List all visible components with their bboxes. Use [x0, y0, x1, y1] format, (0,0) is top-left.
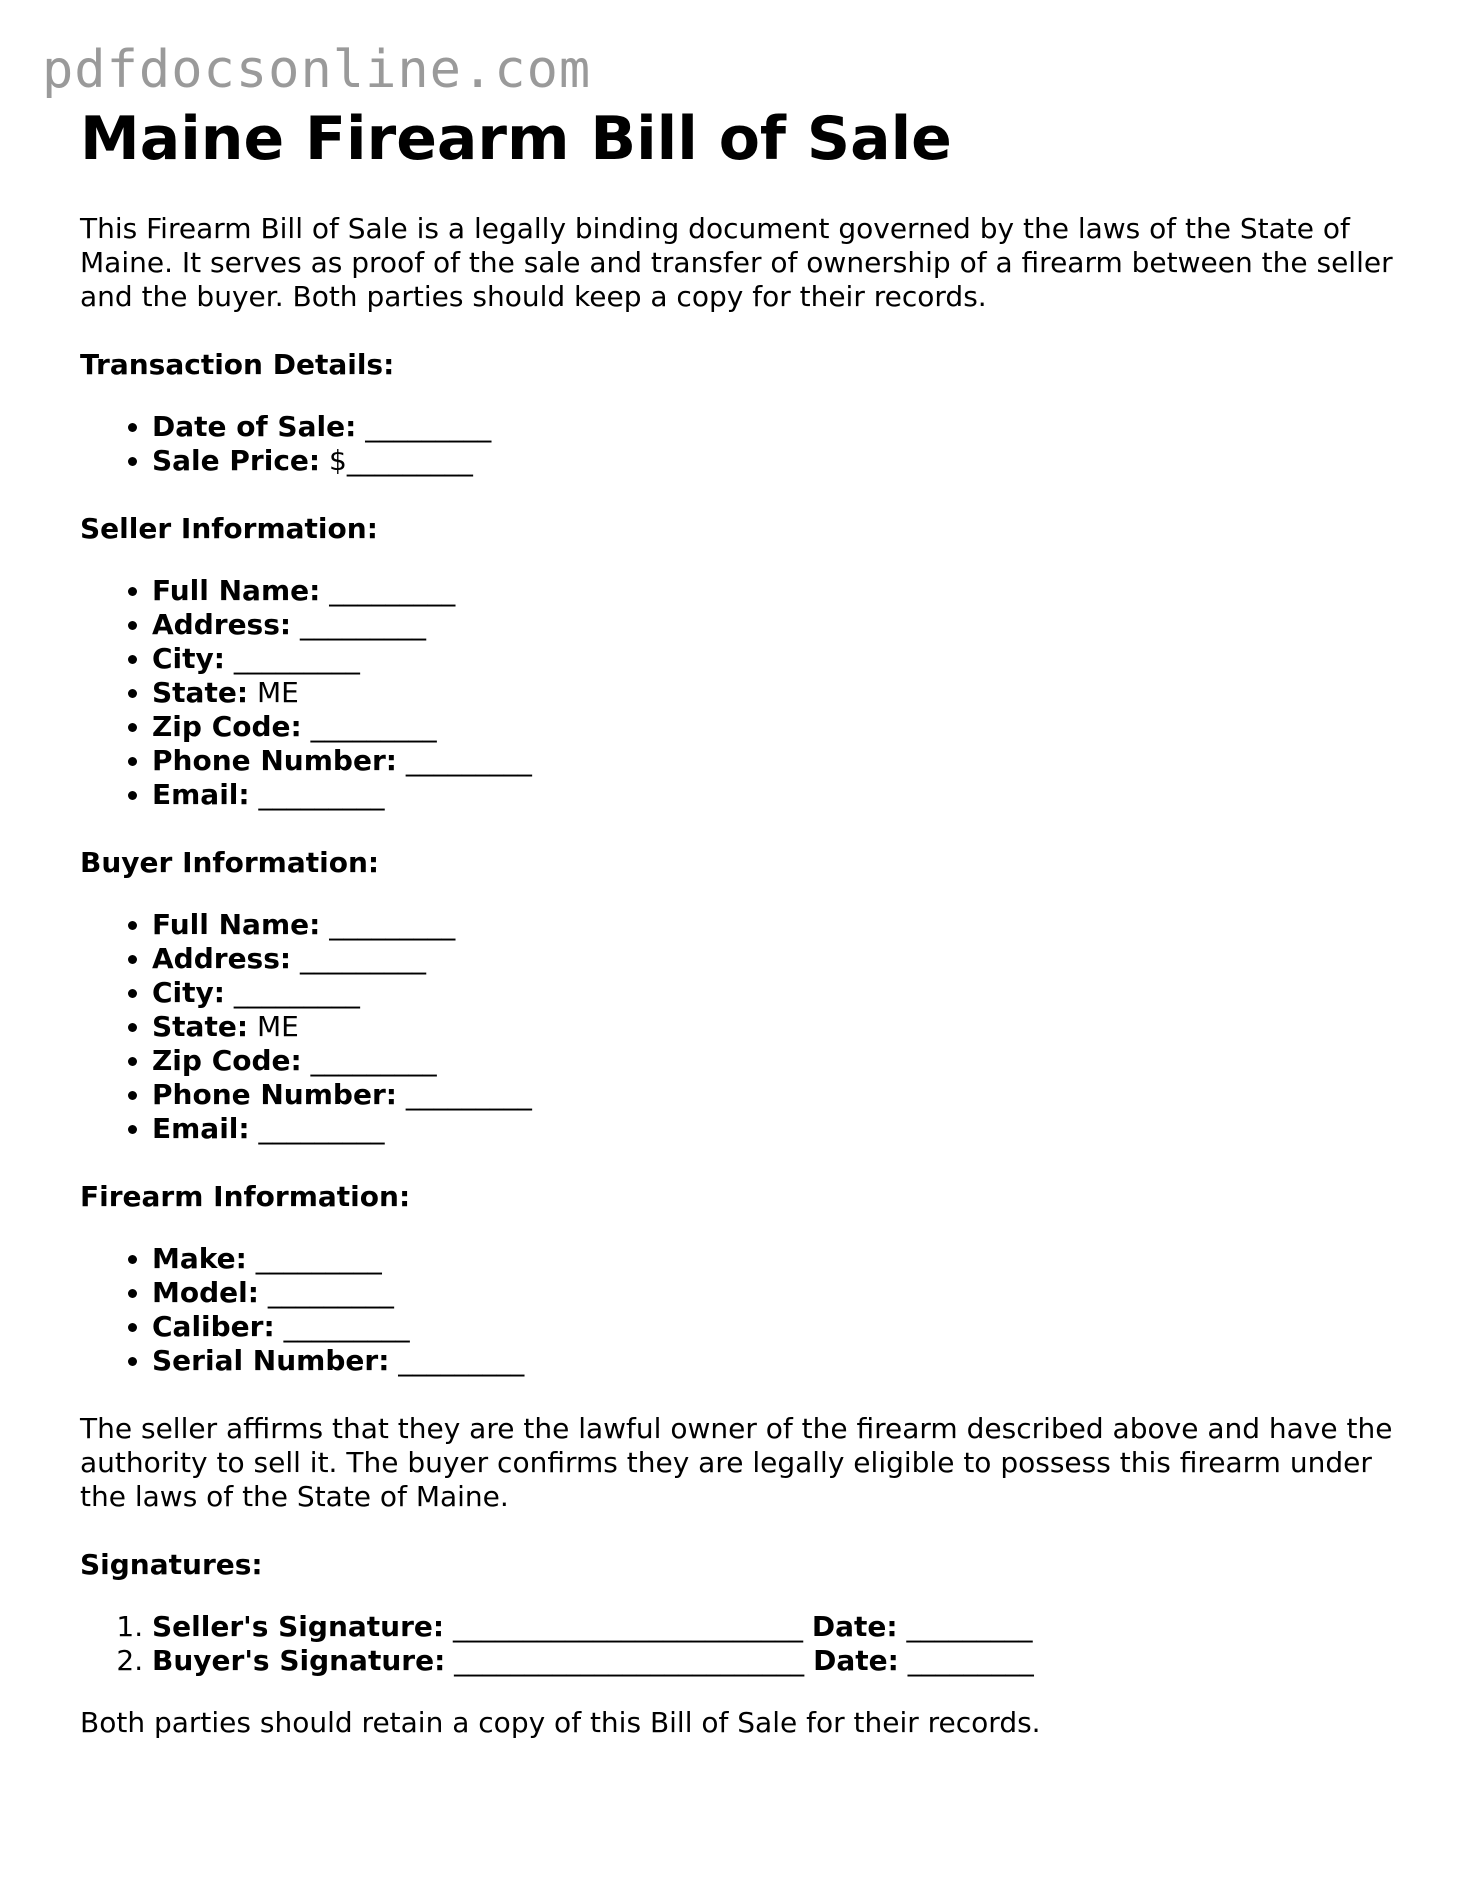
field-label: Address:: [152, 608, 292, 641]
firearm-list: [80, 1242, 1410, 1378]
field-label: Phone Number:: [152, 744, 397, 777]
field-label: Email:: [152, 778, 250, 811]
closing-paragraph: Both parties should retain a copy of this Bill of Sale for their records.: [80, 1706, 1041, 1739]
list-item: [152, 410, 1410, 444]
buyer-state-value: ME: [256, 1010, 299, 1043]
field-label: Date of Sale:: [152, 410, 357, 443]
buyer-address-blank: _________: [300, 942, 426, 975]
list-item: [152, 1644, 1410, 1678]
field-label: Full Name:: [152, 908, 321, 941]
intro-paragraph: This Firearm Bill of Sale is a legally binding document governed by the laws of the State of Maine. It serves as proof of the sale and transfer of ownership of a firearm between the seller and the buyer. Both parties should keep a copy for their records.: [80, 212, 1393, 313]
seller-state-value: ME: [256, 676, 299, 709]
seller-city-blank: _________: [233, 642, 360, 675]
field-label: Serial Number:: [152, 1344, 390, 1377]
buyer-signature-line: _________________________: [454, 1644, 805, 1677]
buyer-email-blank: _________: [258, 1112, 385, 1145]
field-label: State:: [152, 1010, 249, 1043]
list-item: [152, 942, 1410, 976]
field-label: Date:: [811, 1610, 898, 1643]
seller-list: [80, 574, 1410, 812]
field-label: Phone Number:: [152, 1078, 397, 1111]
field-label: Model:: [152, 1276, 259, 1309]
watermark: pdfdocsonline.com: [42, 40, 592, 100]
date-of-sale-blank: _________: [365, 410, 492, 443]
buyer-full-name-blank: _________: [329, 908, 456, 941]
transaction-list: [80, 410, 1410, 478]
field-label: Buyer's Signature:: [152, 1644, 446, 1677]
field-label: Zip Code:: [152, 1044, 302, 1077]
buyer-zip-blank: _________: [310, 1044, 437, 1077]
field-label: Full Name:: [152, 574, 321, 607]
field-label: Make:: [152, 1242, 247, 1275]
field-label: State:: [152, 676, 249, 709]
signatures-heading: Signatures:: [80, 1548, 263, 1581]
firearm-make-blank: _________: [255, 1242, 382, 1275]
list-item: [152, 1276, 1410, 1310]
list-item: [152, 710, 1410, 744]
field-label: Address:: [152, 942, 292, 975]
field-label: Seller's Signature:: [152, 1610, 445, 1643]
seller-heading: Seller Information:: [80, 512, 378, 545]
transaction-heading: Transaction Details:: [80, 348, 395, 381]
firearm-caliber-blank: _________: [283, 1310, 410, 1343]
list-item: [152, 1344, 1410, 1378]
field-label: City:: [152, 642, 225, 675]
list-item: [152, 574, 1410, 608]
affirmation-paragraph: The seller affirms that they are the lawful owner of the firearm described above and have the authority to sell it. The buyer confirms they are legally eligible to possess this firearm under the laws of the State of Maine.: [80, 1412, 1393, 1513]
list-item: [152, 744, 1410, 778]
buyer-phone-blank: _________: [405, 1078, 532, 1111]
list-item: [152, 1010, 1410, 1044]
field-label: Sale Price:: [152, 444, 321, 477]
seller-signature-line: _________________________: [453, 1610, 803, 1643]
list-item: [152, 1310, 1410, 1344]
list-item: [152, 444, 1410, 478]
field-label: Date:: [813, 1644, 899, 1677]
seller-address-blank: _________: [300, 608, 426, 641]
field-label: Caliber:: [152, 1310, 275, 1343]
firearm-serial-blank: _________: [398, 1344, 525, 1377]
buyer-signature-date-blank: _________: [907, 1644, 1034, 1677]
list-item: [152, 1112, 1410, 1146]
sale-price-blank: $_________: [329, 444, 473, 477]
list-item: [152, 1610, 1410, 1644]
list-item: [152, 676, 1410, 710]
document-body: [80, 106, 1410, 1740]
list-item: [152, 1044, 1410, 1078]
firearm-model-blank: _________: [267, 1276, 394, 1309]
seller-phone-blank: _________: [405, 744, 532, 777]
seller-email-blank: _________: [258, 778, 385, 811]
buyer-city-blank: _________: [233, 976, 360, 1009]
list-item: [152, 1078, 1410, 1112]
seller-zip-blank: _________: [310, 710, 437, 743]
list-item: [152, 778, 1410, 812]
field-label: Zip Code:: [152, 710, 302, 743]
document-title: Maine Firearm Bill of Sale: [80, 104, 952, 174]
signatures-list: [80, 1610, 1410, 1678]
field-label: City:: [152, 976, 225, 1009]
list-item: [152, 1242, 1410, 1276]
buyer-heading: Buyer Information:: [80, 846, 380, 879]
buyer-list: [80, 908, 1410, 1146]
field-label: Email:: [152, 1112, 250, 1145]
seller-full-name-blank: _________: [329, 574, 456, 607]
list-item: [152, 976, 1410, 1010]
firearm-heading: Firearm Information:: [80, 1180, 411, 1213]
list-item: [152, 642, 1410, 676]
list-item: [152, 608, 1410, 642]
seller-signature-date-blank: _________: [906, 1610, 1033, 1643]
list-item: [152, 908, 1410, 942]
